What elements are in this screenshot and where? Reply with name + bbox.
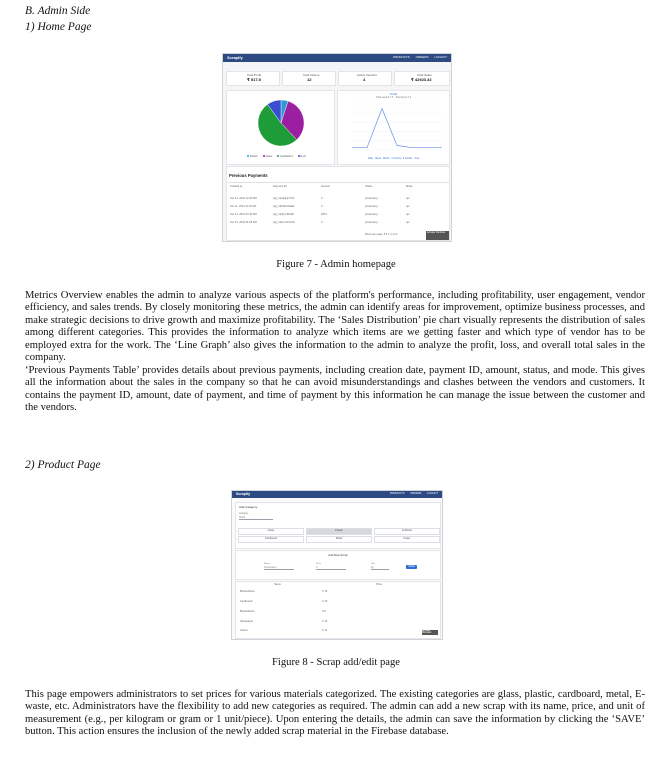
cell-status: processing [365,205,378,208]
col-header-status: Status [365,185,373,188]
cell-mode: upi [406,205,410,208]
sales-distribution-card [226,90,335,165]
legend-label: Plastic [250,155,258,158]
category-button-glass[interactable]: Glass [238,528,304,535]
metric-card-sales [394,71,450,86]
table-pagination[interactable]: Rows per page: 5 ▾ 1–4 of 4 [365,233,398,236]
profit-line-chart [338,100,449,156]
unit-field-label: Unit [371,563,375,565]
os-watermark: Activate Windows [426,231,449,240]
metric-label: Total Profit [247,73,262,77]
metric-card-orders [282,71,336,86]
section-heading: B. Admin Side [25,5,91,17]
cell-created: Jan 13, 2024 03:40 PM [230,213,257,216]
category-input[interactable]: Metal [239,516,273,520]
cell-price[interactable]: ₹ 10 [322,600,328,603]
category-button-ewaste[interactable]: E-Waste [374,528,440,535]
line-range-links[interactable]: Daily · Week · Month · 3 months · 6 months · Year [367,158,420,160]
legend-item [247,155,258,158]
cell-amount: 0 [321,205,323,208]
figure-admin-homepage [222,53,452,242]
col-header-created: Created at [230,185,243,188]
cell-mode: upi [406,221,410,224]
cell-created: Jan 11, 2024 11:15 AM [230,205,257,208]
legend-swatch [263,155,265,157]
cell-price[interactable]: ₹ 14 [322,620,328,623]
payments-title: Previous Payments [229,173,268,178]
name-field-label: Name [264,563,270,565]
col-header-amount: Amount [321,185,330,188]
legend-swatch [247,155,249,157]
col-header-mode: Mode [406,185,413,188]
sales-pie-chart [227,91,334,154]
nav-links [388,55,447,59]
legend-label: Glass [265,155,273,158]
admin-navbar [223,54,451,62]
figure8-caption: Figure 8 - Scrap add/edit page [272,657,400,668]
cell-name: Books/Notes [240,610,255,613]
cell-amount: 0 [321,221,323,224]
metric-label: Total Sales [417,73,432,77]
price-field-label: Price [316,563,321,565]
paragraph-part: ‘Previous Payments Table’ provides details about previous payments, including creation date, payment ID, amount, status, and mode. This gives all the information about the sales in the company so that he can avoid misunderstandings and clashes between the vendors and customers. It contains the payment ID, amount, date of payment, and time of payment by this information he can manage the issue between the customer and the vendors. [25,364,645,414]
legend-item [298,155,306,158]
previous-payments-card [226,166,450,241]
metric-value: ₹ 517.5 [247,77,261,82]
profit-series-line [352,109,442,148]
profit-line-card [337,90,450,165]
category-field-label: Category [239,513,249,515]
metric-label: Active Vendors [357,73,378,77]
legend-swatch [277,155,279,157]
nav-link-products[interactable]: PRODUCTS [392,55,410,59]
scrap-unit-select[interactable]: kg [371,566,389,570]
col-header-name: Name [274,583,281,586]
figure-scrap-add-edit [231,490,443,640]
cell-created: Jan 10, 2024 12:30 PM [230,197,257,200]
category-button-cardboard[interactable]: Cardboard [238,536,304,543]
cell-amount: 2873 [321,213,327,216]
cell-status: processing [365,213,378,216]
admin-navbar [232,491,442,498]
nav-link-orders[interactable]: ORDERS [415,55,429,59]
cell-status: processing [365,221,378,224]
col-header-price: Price [376,583,382,586]
metric-label: Total Orders [303,73,320,77]
scrap-price-input[interactable]: 0 [316,566,346,570]
brand-logo: Scrapify [236,492,251,496]
legend-item [277,155,292,158]
cell-name: Cardboard [240,600,253,603]
legend-label: Cardboard [280,155,293,158]
cell-amount: 0 [321,197,323,200]
cell-name: Newspaper [240,620,254,623]
cell-payment-id: pay_NaQqLkJ7Gh [273,197,295,200]
line-subtitle: Total earned ₹ 0 · Total spent ₹ 0 [375,96,412,99]
nav-links [385,492,438,495]
brand-logo: Scrapify [227,55,243,60]
scrap-name-input[interactable]: Newspaper [264,566,294,570]
subsection-heading-product: 2) Product Page [25,459,101,471]
cell-created: Jan 15, 2024 01:05 PM [230,221,257,224]
legend-swatch [298,155,300,157]
metric-card-vendors [338,71,392,86]
metric-value: ₹ 42923.32 [411,77,432,82]
legend-label: E-W [300,155,306,158]
figure7-caption: Figure 7 - Admin homepage [276,259,396,270]
cell-price[interactable]: ₹ 11 [322,629,328,632]
cell-payment-id: pay_NdLmVbXc4S [273,221,295,224]
save-button[interactable]: SAVE [406,565,417,569]
paragraph-product-page: This page empowers administrators to set prices for various materials categorized. The existing categories are glass, plastic, cardboard, metal, E-waste, etc. Administrators have the flexibility to add new categories as required. The admin can add a new scrap with its name, price, and unit of measurement (e.g., per kilogram or gram or 1 unit/piece). Upon entering the details, the admin can save the information by clicking the ‘SAVE’ button. This action ensures the inclusion of the newly added scrap material in the Firebase database. [25,689,645,738]
category-button-metal[interactable]: Metal [306,536,372,543]
add-scrap-title: Add New Scrap [328,553,348,557]
pie-legend [247,155,311,158]
cell-name: Books/Notes [240,590,255,593]
add-scrap-card [235,550,441,580]
cell-price[interactable]: ₹ 8 [322,610,326,613]
cell-status: processing [365,197,378,200]
nav-link-orders[interactable]: ORDERS [410,492,422,495]
add-category-title: Add Category [239,505,258,509]
category-button-plastic[interactable]: Plastic [306,528,372,535]
cell-mode: upi [406,197,410,200]
paragraph-metrics-overview [25,290,645,415]
cell-mode: upi [406,213,410,216]
scrap-price-table [235,581,441,639]
nav-link-products[interactable]: PRODUCTS [389,492,405,495]
add-category-card [235,502,441,549]
legend-item [263,155,273,158]
metric-card-profit [226,71,280,86]
os-watermark: Activate Windows [422,630,438,635]
subsection-heading-home: 1) Home Page [25,21,92,33]
cell-price[interactable]: ₹ 12 [322,590,328,593]
cell-payment-id: pay_NcKpYtRz9D [273,213,294,216]
category-button-paper[interactable]: Paper [374,536,440,543]
col-header-payment-id: Payment ID [273,185,287,188]
nav-link-logout[interactable]: LOGOUT [434,55,447,59]
metric-value: 12 [307,77,312,82]
cell-payment-id: pay_NbTaFsWqE2 [273,205,295,208]
line-title: Profit [389,92,397,96]
divider [227,182,449,183]
metric-value: 4 [363,77,366,82]
nav-link-logout[interactable]: LOGOUT [427,492,438,495]
paragraph-part: Metrics Overview enables the admin to analyze various aspects of the platform's performance, including profitability, user engagement, vendor efficiency, and sales trends. By closely monitoring these metrics, the admin can identify areas for improvement, optimize business processes, and make strategic decisions to drive growth and maximize profitability. The ‘Sales Distribution’ pie chart visually represents the distribution of sales among different categories. This provides the information to analyze which items are we getting faster and which type of vendor has to be employed extra for the work. The ‘Line Graph’ also gives the information to the admin to analyze the profit, loss, and overall total sales in the company. [25,290,645,364]
cell-name: Carton [240,629,248,632]
